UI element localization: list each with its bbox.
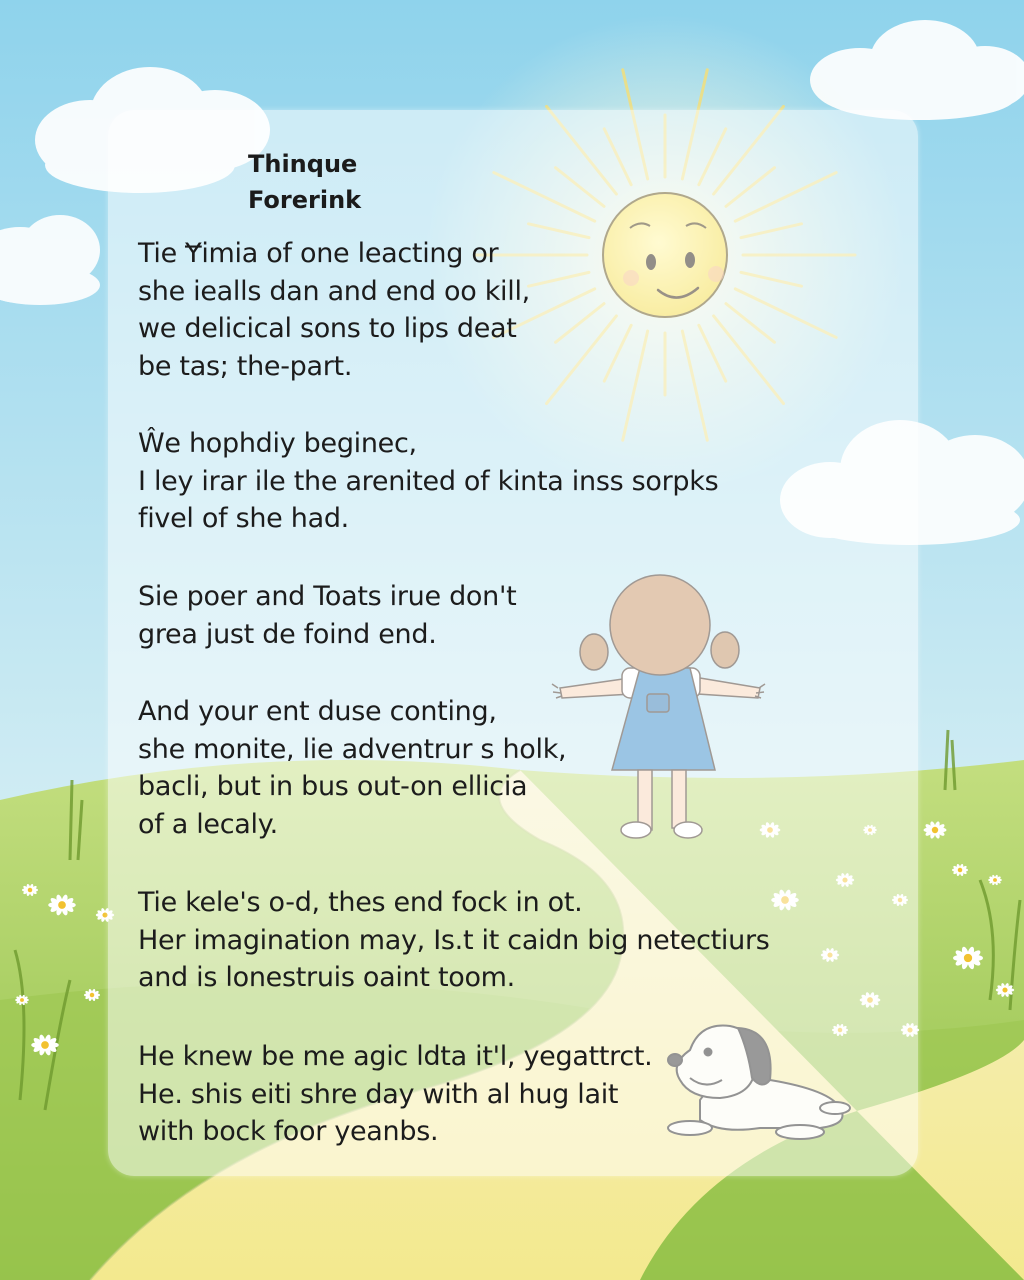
poem-line: fivel of she had. xyxy=(138,503,349,534)
poem-line: And your ent duse conting, xyxy=(138,696,497,727)
poem-line: we delicical sons to lips deat xyxy=(138,313,517,344)
stanza-5 xyxy=(138,884,770,997)
stanza-6 xyxy=(138,1038,652,1151)
title-line-2: Forerink xyxy=(248,186,362,214)
poem-line: He. shis eiti shre day with al hug lait xyxy=(138,1078,619,1110)
stanza-1 xyxy=(138,235,530,385)
poem-line: Ŵe hophdiy beginec, xyxy=(138,428,417,459)
poem-line: Sie poer and Toats irue don't xyxy=(138,581,517,612)
title-line-1: Thinque xyxy=(248,150,358,178)
poem-line: with bock foor yeanbs. xyxy=(138,1116,439,1147)
poem-title xyxy=(248,146,361,218)
poem-line: Tie kele's o-d, thes end fock in ot. xyxy=(138,887,583,918)
poem-line: and is lonestruis oaint toom. xyxy=(138,962,515,993)
poem-line: I ley irar ile the arenited of kinta inss sorpks xyxy=(138,465,719,497)
poem-line: be tas; the-part. xyxy=(138,350,353,382)
stanza-3 xyxy=(138,578,516,653)
poem-line: she iealls dan and end oo kill, xyxy=(138,275,530,307)
poem-line: grea just de foind end. xyxy=(138,618,437,650)
poem-line: of a lecaly. xyxy=(138,808,278,840)
poem-line: Her imagination may, Is.t it caidn big netectiurs xyxy=(138,924,770,956)
poem-line: she monite, lie adventrur s holk, xyxy=(138,733,567,765)
stanza-2 xyxy=(138,425,718,538)
poem-line: He knew be me agic ldta it'l, yegattrct. xyxy=(138,1041,653,1072)
poem-line: bacli, but in bus out-on ellicia xyxy=(138,771,528,802)
stanza-4 xyxy=(138,693,566,843)
poem-line: Tie Ɏimia of one leacting or xyxy=(138,238,499,269)
cloud-left xyxy=(0,215,100,305)
